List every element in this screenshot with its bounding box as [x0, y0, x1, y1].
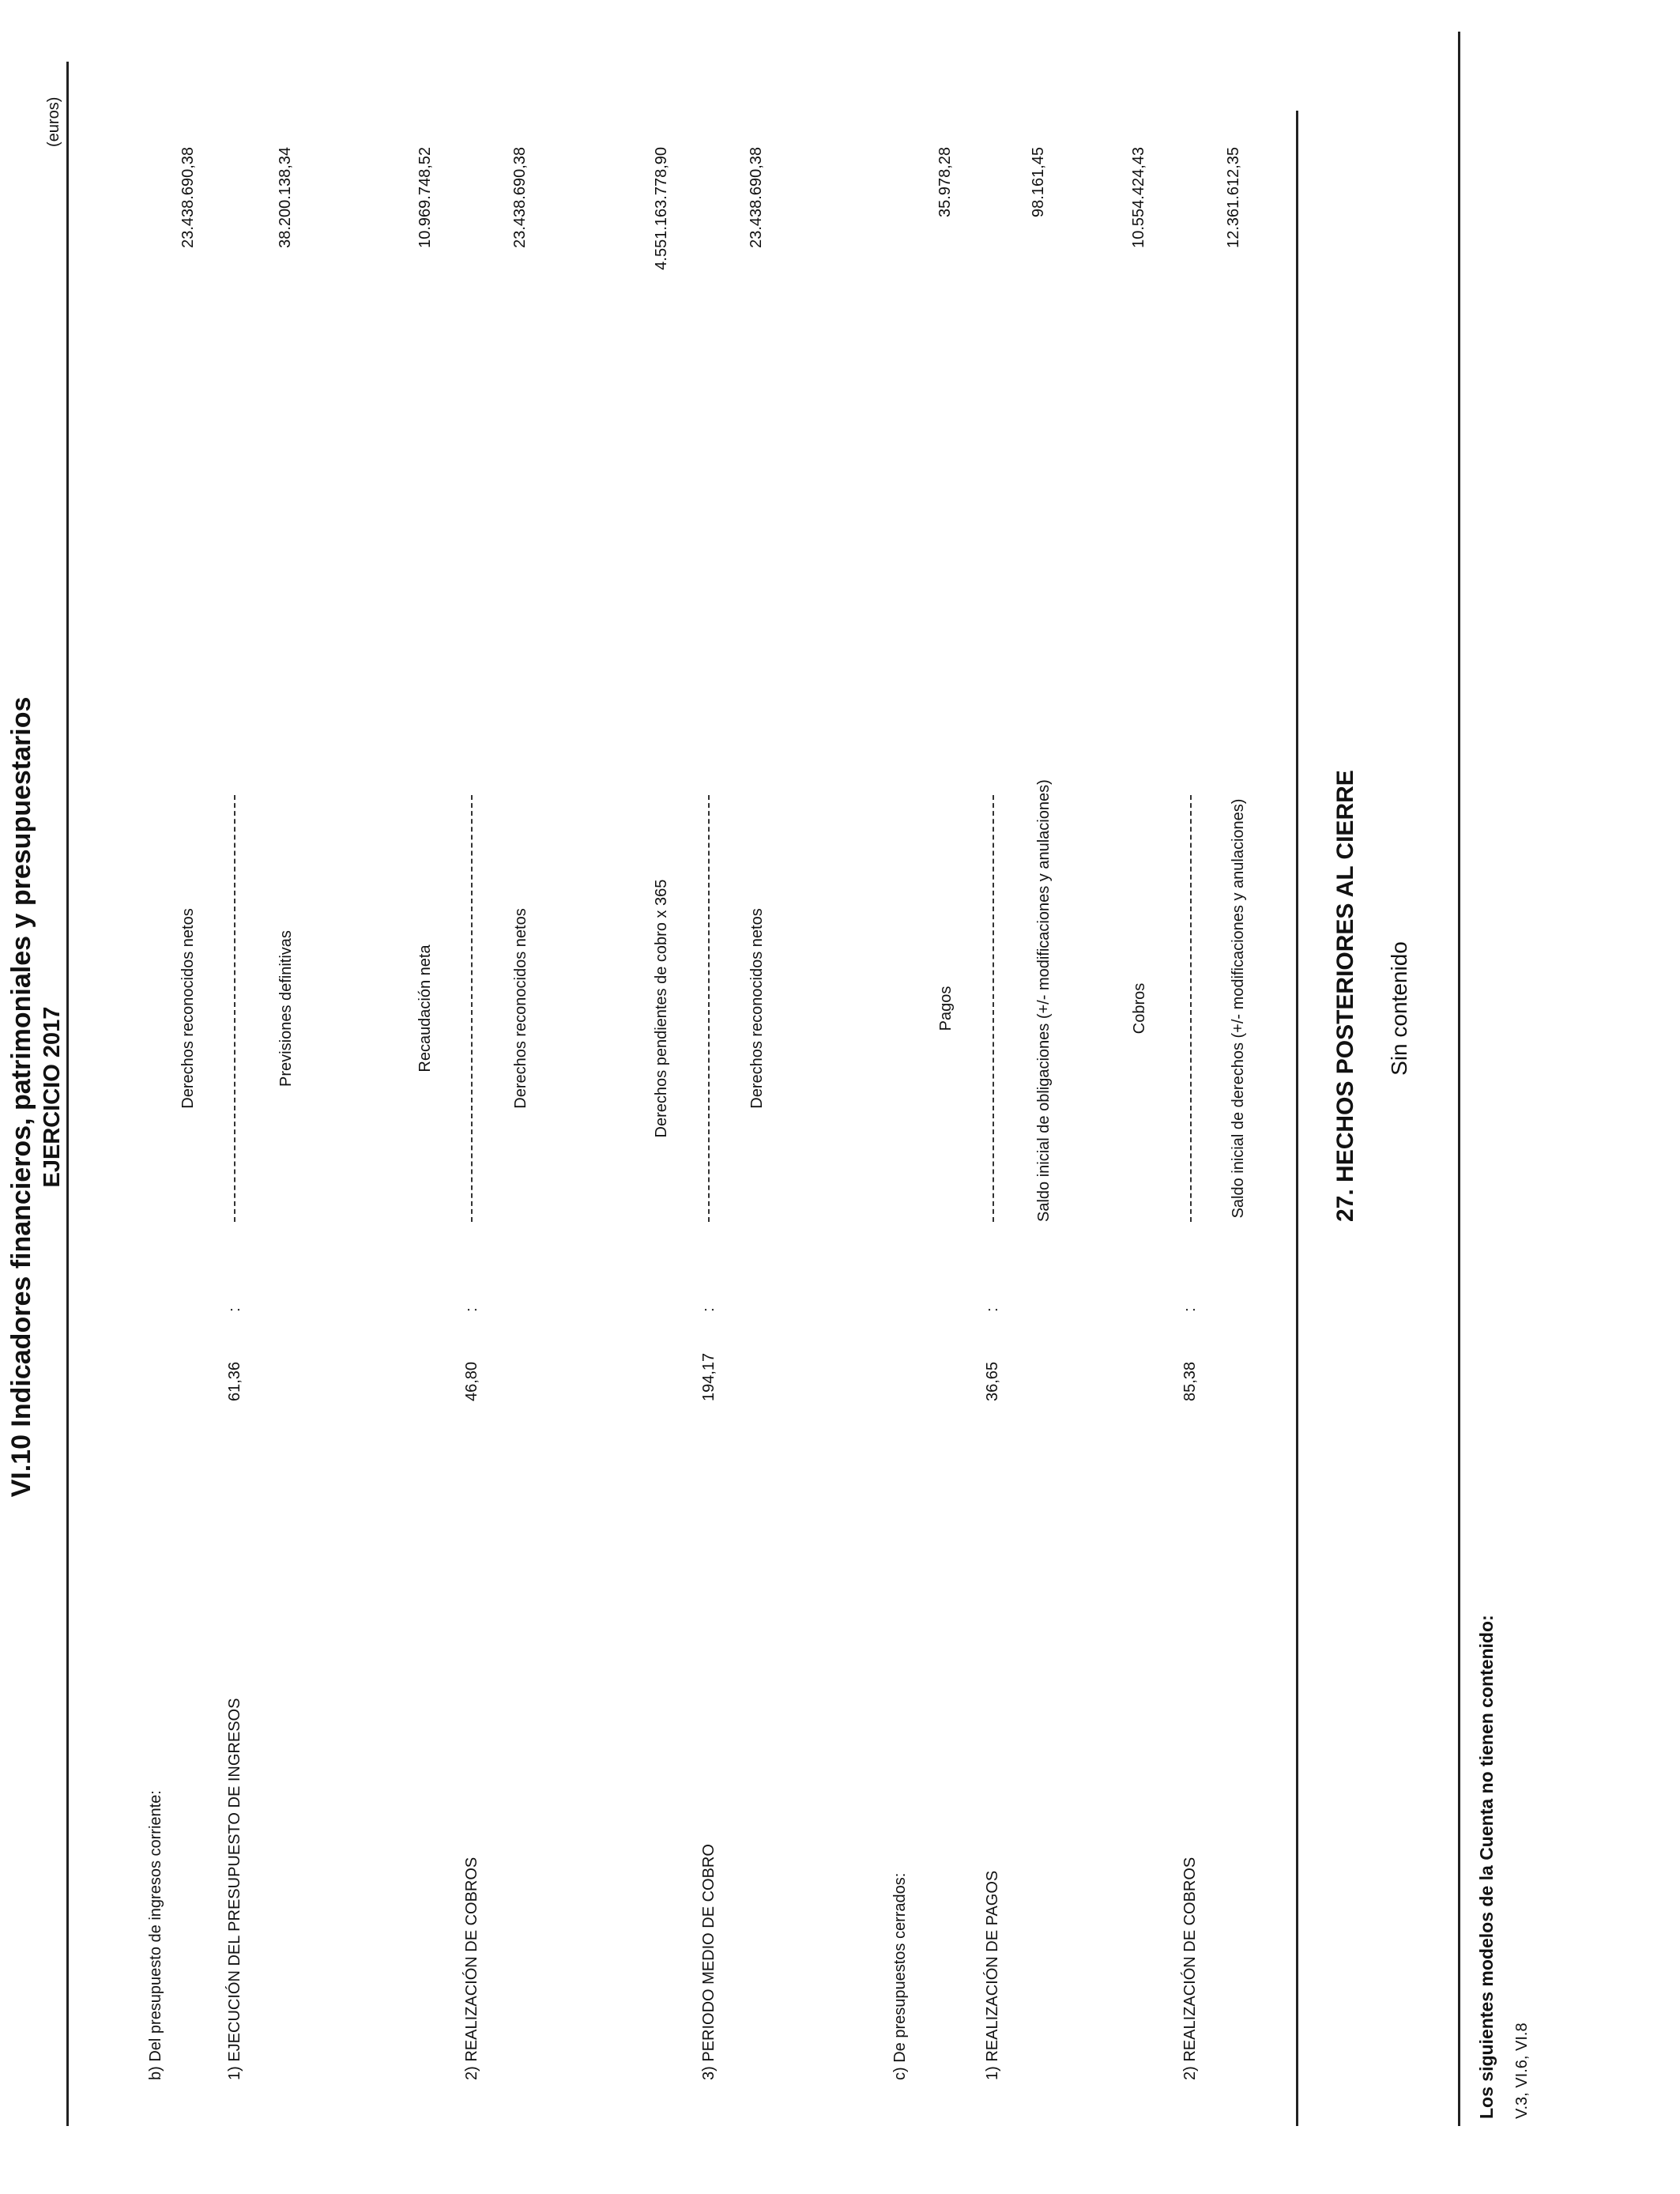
section-27-body: Sin contenido	[1387, 941, 1411, 1076]
indicator-label: 2) REALIZACIÓN DE COBROS	[463, 1857, 480, 2080]
indicator-label: 3) PERIODO MEDIO DE COBRO	[700, 1844, 718, 2080]
denominator-label: Derechos reconocidos netos	[748, 908, 766, 1109]
fraction-line	[708, 795, 710, 1222]
fraction-line	[471, 795, 473, 1222]
numerator-label: Pagos	[937, 986, 955, 1031]
numerator-value: 35.978,28	[936, 147, 954, 217]
indicator-label: 2) REALIZACIÓN DE COBROS	[1181, 1857, 1199, 2080]
denominator-label: Previsiones definitivas	[277, 930, 295, 1087]
indicator-result: 46,80	[463, 1361, 480, 1401]
colon-separator: :	[463, 1307, 480, 1312]
colon-separator: :	[700, 1307, 718, 1312]
page-subtitle: EJERCICIO 2017	[40, 1006, 65, 1188]
colon-separator: :	[226, 1307, 243, 1312]
section-b-heading: b) Del presupuesto de ingresos corriente:	[147, 1790, 164, 2080]
denominator-label: Derechos reconocidos netos	[512, 908, 529, 1109]
section-27-title: 27. HECHOS POSTERIORES AL CIERRE	[1332, 770, 1358, 1222]
denominator-value: 98.161,45	[1030, 147, 1047, 217]
indicator-result: 194,17	[700, 1352, 718, 1401]
numerator-label: Cobros	[1131, 982, 1148, 1035]
section-c-heading: c) De presupuestos cerrados:	[891, 1872, 909, 2080]
denominator-value: 23.438.690,38	[748, 147, 765, 248]
indicator-result: 61,36	[226, 1361, 243, 1401]
page-title: VI.10 Indicadores financieros, patrimoniales y presupuestarios	[6, 696, 36, 1498]
numerator-value: 10.969.748,52	[416, 147, 434, 248]
numerator-value: 4.551.163.778,90	[653, 147, 670, 270]
numerator-label: Derechos reconocidos netos	[179, 908, 197, 1109]
footer-list: V.3, VI.6, VI.8	[1513, 2022, 1531, 2119]
denominator-value: 23.438.690,38	[511, 147, 529, 248]
section-rule	[1296, 111, 1298, 2126]
footer-heading: Los siguientes modelos de la Cuenta no tienen contenido:	[1476, 1615, 1497, 2119]
indicator-result: 85,38	[1181, 1361, 1199, 1401]
fraction-line	[234, 795, 235, 1222]
fraction-line	[1190, 795, 1192, 1222]
units-label: (euros)	[45, 96, 62, 147]
denominator-label: Saldo inicial de derechos (+/- modificaciones y anulaciones)	[1230, 798, 1247, 1219]
indicator-label: 1) REALIZACIÓN DE PAGOS	[984, 1870, 1001, 2080]
indicator-label: 1) EJECUCIÓN DEL PRESUPUESTO DE INGRESOS	[226, 1698, 243, 2080]
numerator-value: 23.438.690,38	[179, 147, 197, 248]
footer-rule	[1458, 32, 1460, 2126]
denominator-label: Saldo inicial de obligaciones (+/- modificaciones y anulaciones)	[1035, 779, 1053, 1222]
denominator-value: 38.200.138,34	[277, 147, 294, 248]
indicator-result: 36,65	[984, 1361, 1001, 1401]
numerator-value: 10.554.424,43	[1130, 147, 1147, 248]
colon-separator: :	[1181, 1307, 1199, 1312]
colon-separator: :	[984, 1307, 1001, 1312]
numerator-label: Recaudación neta	[416, 944, 434, 1072]
denominator-value: 12.361.612,35	[1225, 147, 1242, 248]
top-rule	[66, 62, 69, 2126]
numerator-label: Derechos pendientes de cobro x 365	[653, 879, 670, 1138]
fraction-line	[993, 795, 994, 1222]
